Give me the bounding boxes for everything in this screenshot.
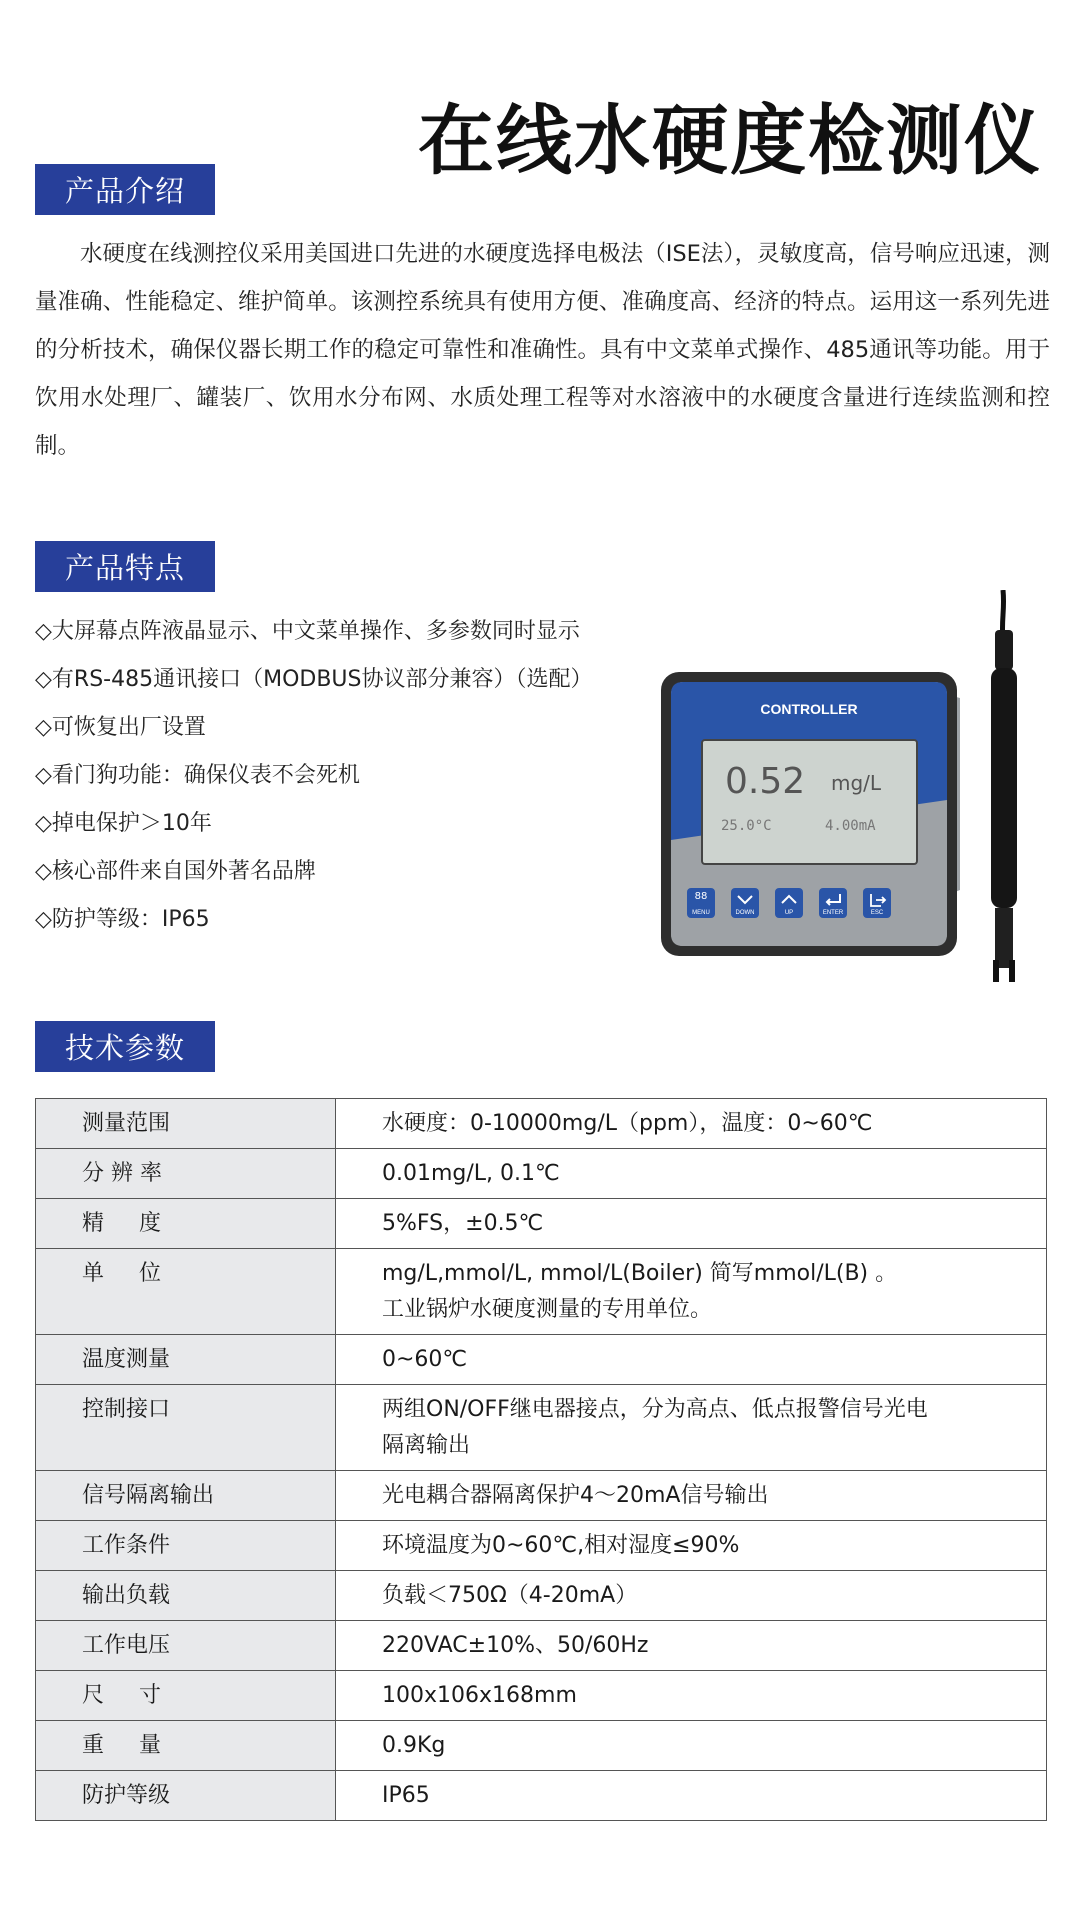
svg-text:DOWN: DOWN [735, 910, 755, 916]
spec-value [336, 1621, 1047, 1671]
table-row [36, 1335, 1047, 1385]
spec-value-line: 隔离输出 [382, 1433, 471, 1458]
table-row [36, 1571, 1047, 1621]
feature-item: ◇掉电保护＞10年 [35, 811, 212, 836]
table-row [36, 1721, 1047, 1771]
spec-value [336, 1335, 1047, 1385]
feature-item: ◇核心部件来自国外著名品牌 [35, 859, 316, 884]
spec-value [336, 1721, 1047, 1771]
spec-key: 测量范围 [36, 1099, 336, 1149]
table-row [36, 1099, 1047, 1149]
down-button[interactable] [731, 888, 759, 918]
svg-text:ENTER: ENTER [822, 910, 844, 916]
feature-item: ◇防护等级：IP65 [35, 907, 210, 932]
spec-value-line: 0~60℃ [382, 1347, 468, 1372]
lcd-screen [702, 740, 917, 864]
spec-value [336, 1099, 1047, 1149]
svg-text:UP: UP [784, 910, 794, 916]
spec-key: 温度测量 [36, 1335, 336, 1385]
table-row [36, 1149, 1047, 1199]
spec-value-line: 水硬度：0-10000mg/L（ppm），温度：0~60℃ [382, 1111, 873, 1136]
table-row [36, 1621, 1047, 1671]
spec-value-line: 光电耦合器隔离保护4～20mA信号输出 [382, 1483, 769, 1508]
feature-item: ◇看门狗功能：确保仪表不会死机 [35, 763, 360, 788]
spec-value-line: 220VAC±10%、50/60Hz [382, 1633, 649, 1658]
spec-value-line: 100x106x168mm [382, 1683, 577, 1708]
svg-text:88: 88 [694, 891, 708, 902]
device-brand: CONTROLLER [760, 701, 858, 717]
lcd-unit: mg/L [831, 771, 882, 795]
spec-value-line: 0.9Kg [382, 1733, 446, 1758]
spec-value [336, 1249, 1047, 1335]
spec-value-line: mg/L,mmol/L, mmol/L(Boiler) 简写mmol/L(B) 。 [382, 1261, 898, 1286]
table-row [36, 1521, 1047, 1571]
spec-value-line: 环境温度为0~60℃,相对湿度≤90% [382, 1533, 740, 1558]
spec-key: 重 量 [36, 1721, 336, 1771]
table-row [36, 1671, 1047, 1721]
spec-key: 分 辨 率 [36, 1149, 336, 1199]
lcd-reading: 0.52 [725, 761, 806, 802]
feature-item: ◇可恢复出厂设置 [35, 715, 206, 740]
spec-value [336, 1471, 1047, 1521]
spec-value-line: 负载＜750Ω（4-20mA） [382, 1583, 638, 1608]
spec-key: 精 度 [36, 1199, 336, 1249]
spec-key: 信号隔离输出 [36, 1471, 336, 1521]
feature-list [35, 612, 593, 948]
spec-value [336, 1771, 1047, 1821]
probe-icon [991, 668, 1017, 908]
spec-value [336, 1571, 1047, 1621]
section-heading-features: 产品特点 [35, 541, 215, 592]
intro-paragraph: 水硬度在线测控仪采用美国进口先进的水硬度选择电极法（ISE法），灵敏度高，信号响应迅速，测量准确、性能稳定、维护简单。该测控系统具有使用方便、准确度高、经济的特点。运用这一系列先进的分析技术，确保仪器长期工作的稳定可靠性和准确性。具有中文菜单式操作、485通讯等功能。用于饮用水处理厂、罐装厂、饮用水分布网、水质处理工程等对水溶液中的水硬度含量进行连续监测和控制。 [35, 241, 1050, 459]
product-image [655, 590, 1035, 990]
spec-key: 输出负载 [36, 1571, 336, 1621]
spec-table [35, 1098, 1047, 1821]
esc-button[interactable] [863, 888, 891, 918]
spec-value-line: 两组ON/OFF继电器接点，分为高点、低点报警信号光电 [382, 1397, 928, 1422]
spec-value-line: 5%FS，±0.5℃ [382, 1211, 544, 1236]
svg-text:ESC: ESC [870, 910, 884, 916]
table-row [36, 1771, 1047, 1821]
lcd-current: 4.00mA [825, 818, 876, 834]
feature-item: ◇大屏幕点阵液晶显示、中文菜单操作、多参数同时显示 [35, 619, 580, 644]
menu-button[interactable] [687, 888, 715, 918]
spec-value [336, 1385, 1047, 1471]
spec-value [336, 1149, 1047, 1199]
spec-value [336, 1199, 1047, 1249]
probe-cable-icon [995, 630, 1013, 670]
table-row [36, 1471, 1047, 1521]
spec-key: 控制接口 [36, 1385, 336, 1471]
section-heading-intro: 产品介绍 [35, 164, 215, 215]
spec-value [336, 1521, 1047, 1571]
spec-key: 工作电压 [36, 1621, 336, 1671]
spec-value-line: 工业锅炉水硬度测量的专用单位。 [382, 1297, 713, 1322]
spec-value-line: 0.01mg/L, 0.1℃ [382, 1161, 560, 1186]
up-button[interactable] [775, 888, 803, 918]
feature-item: ◇有RS-485通讯接口（MODBUS协议部分兼容）（选配） [35, 667, 593, 692]
spec-key: 单 位 [36, 1249, 336, 1335]
spec-key: 防护等级 [36, 1771, 336, 1821]
spec-value-line: IP65 [382, 1783, 430, 1808]
table-row [36, 1249, 1047, 1335]
svg-text:MENU: MENU [692, 910, 710, 916]
page-title: 在线水硬度检测仪 [418, 95, 1042, 185]
spec-value [336, 1671, 1047, 1721]
spec-key: 工作条件 [36, 1521, 336, 1571]
table-row [36, 1199, 1047, 1249]
section-heading-specs: 技术参数 [35, 1021, 215, 1072]
lcd-temp: 25.0°C [721, 818, 772, 834]
spec-key: 尺 寸 [36, 1671, 336, 1721]
table-row [36, 1385, 1047, 1471]
enter-button[interactable] [819, 888, 847, 918]
